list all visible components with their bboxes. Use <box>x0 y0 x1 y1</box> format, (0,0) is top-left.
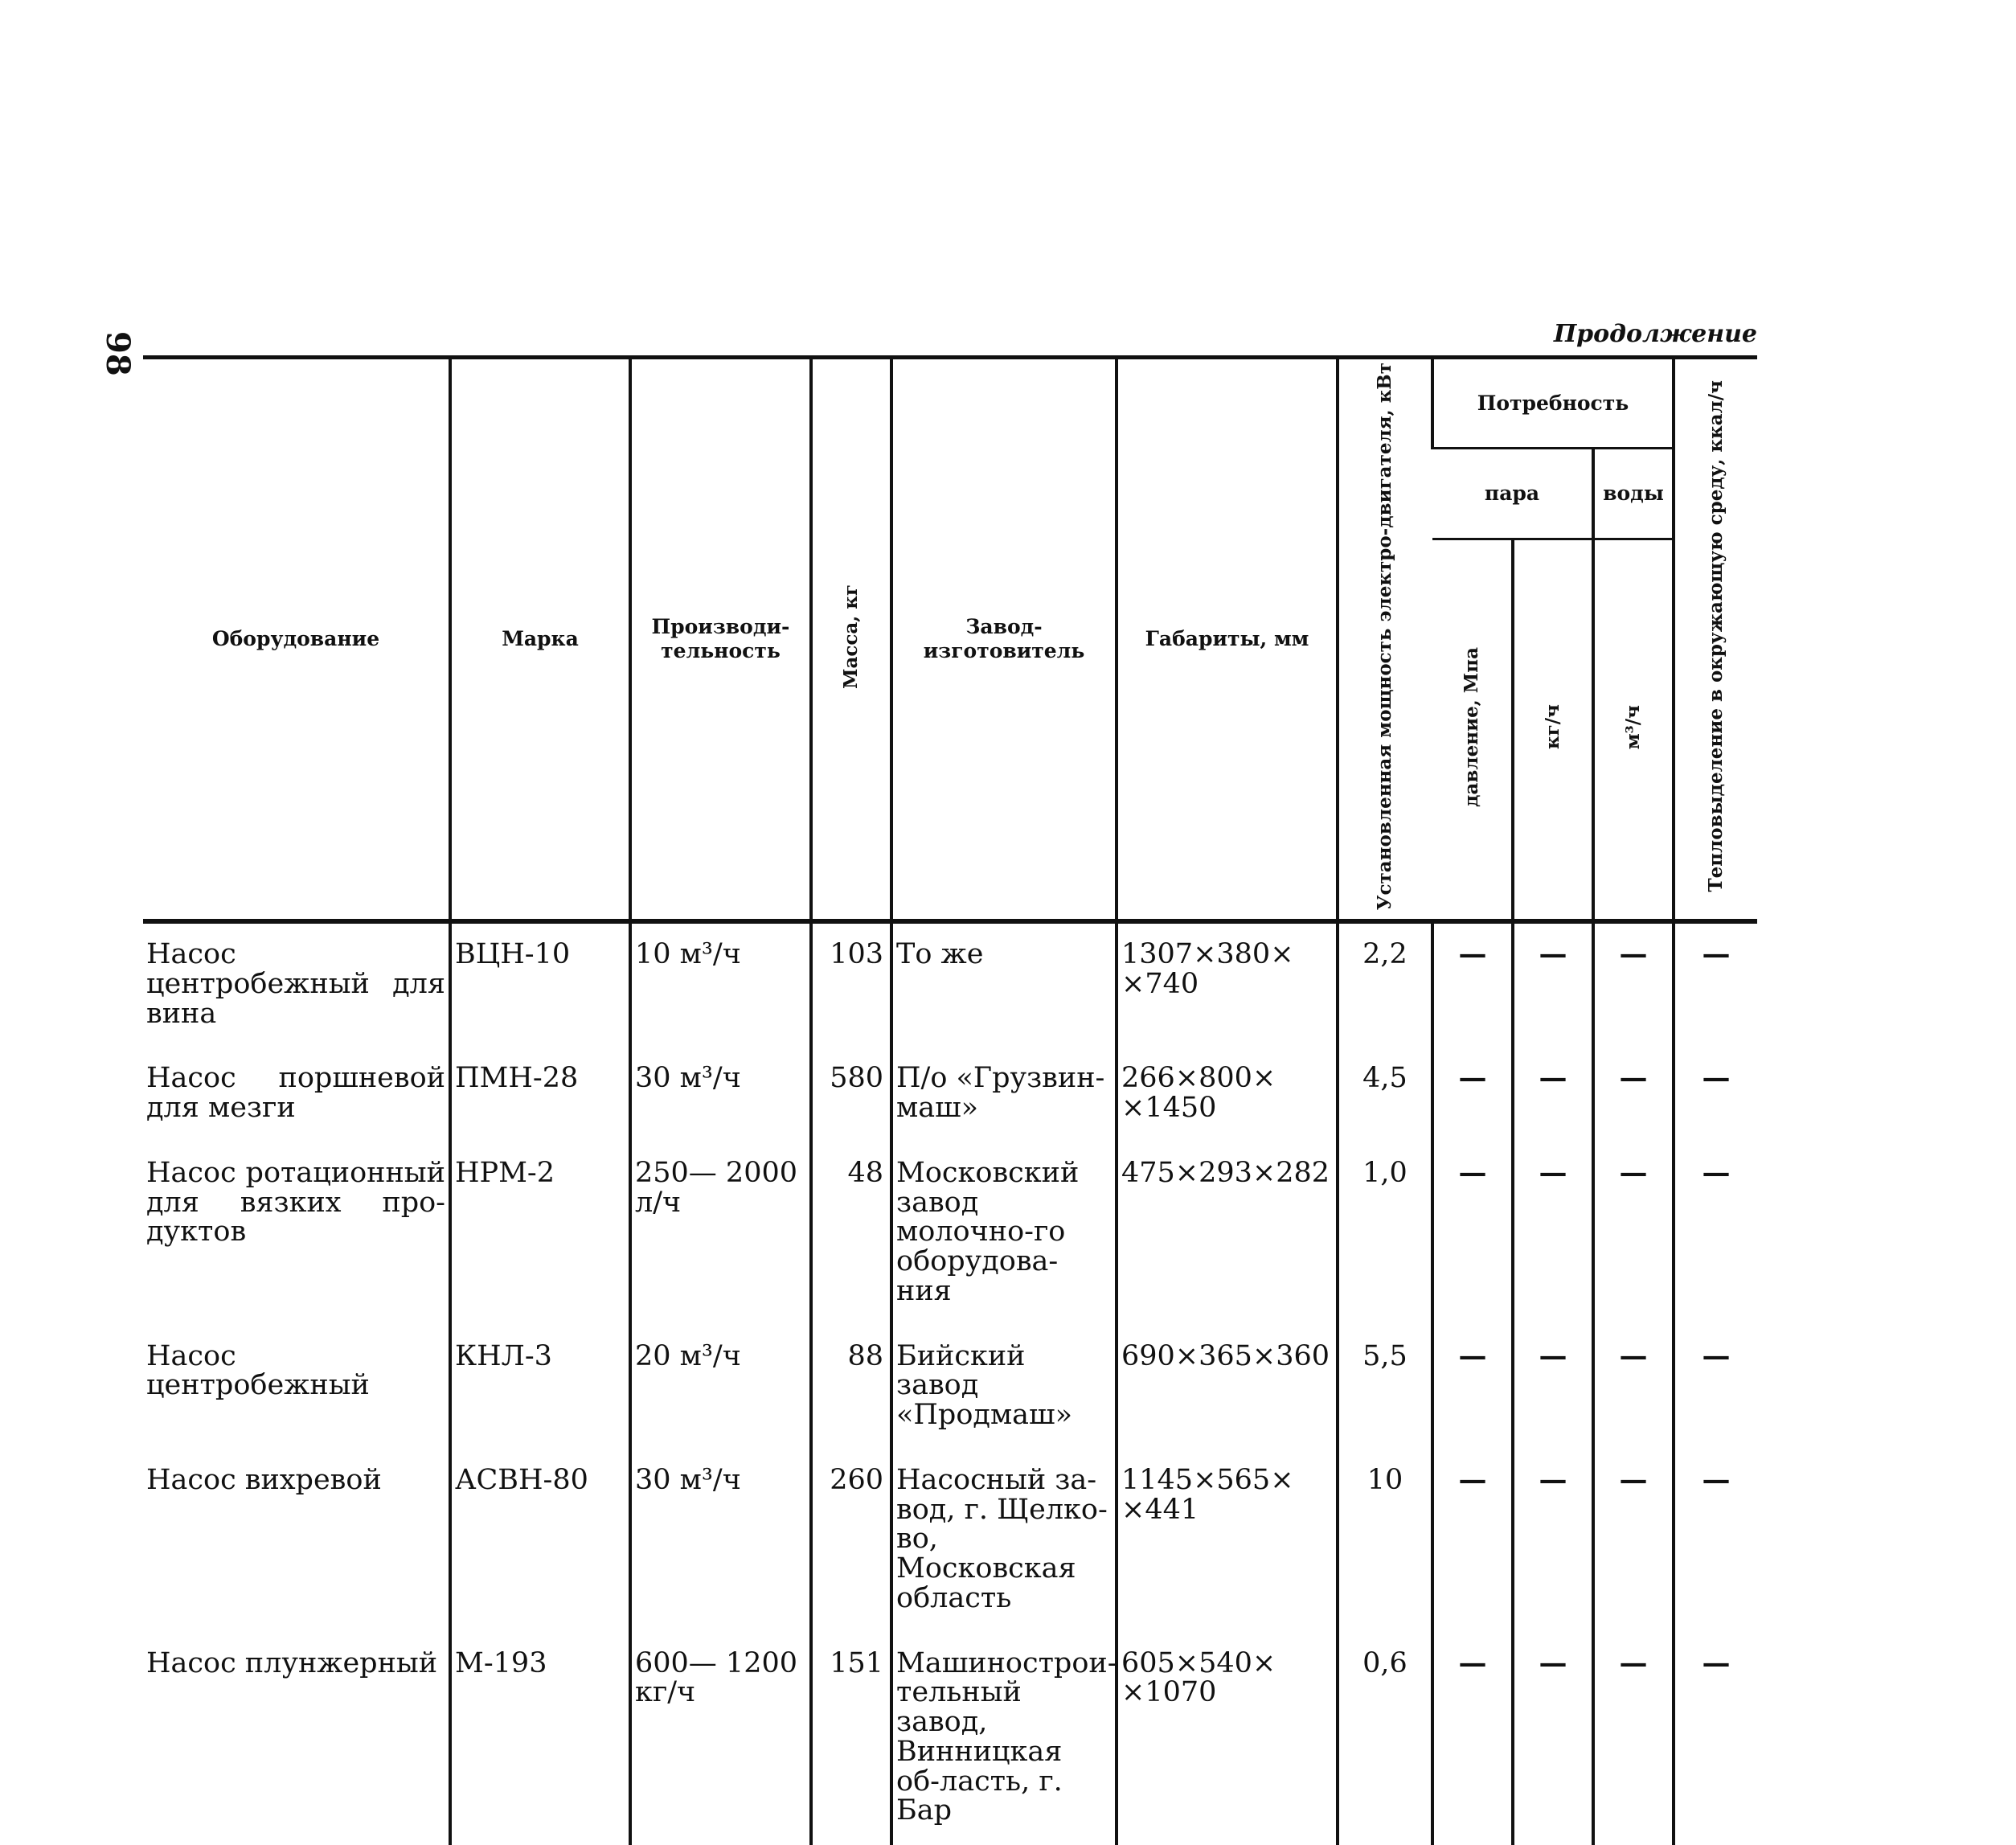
cell-heat: — <box>1674 921 1757 1048</box>
header-pressure <box>1432 539 1513 921</box>
cell-manufacturer: Московский завод молочно-го оборудова-ния <box>891 1142 1117 1326</box>
cell-brand: КНЛ-3 <box>450 1326 630 1449</box>
cell-brand: АСВН-80 <box>450 1449 630 1633</box>
header-power-text: Установленная мощность электро-двигателя, кВт <box>1374 363 1396 911</box>
cell-pressure: — <box>1432 1449 1513 1633</box>
table-row <box>143 1142 1757 1326</box>
header-brand: Марка <box>450 358 630 922</box>
cell-heat: — <box>1674 1633 1757 1845</box>
cell-mass: 88 <box>811 1326 891 1449</box>
table-row <box>143 1633 1757 1845</box>
header-heat <box>1674 358 1757 922</box>
cell-capacity: 10 м³/ч <box>630 921 811 1048</box>
header-steam-rate <box>1513 539 1593 921</box>
cell-power: 2,2 <box>1338 921 1432 1048</box>
cell-power: 4,5 <box>1338 1048 1432 1142</box>
continuation-label: Продолжение <box>1553 320 1757 348</box>
header-power <box>1338 358 1432 922</box>
cell-dimensions: 1307×380× ×740 <box>1117 921 1338 1048</box>
cell-capacity: 20 м³/ч <box>630 1326 811 1449</box>
cell-brand: М-193 <box>450 1633 630 1845</box>
cell-equipment: Насос плунжерный <box>146 1646 438 1679</box>
cell-power: 0,6 <box>1338 1633 1432 1845</box>
cell-capacity: 30 м³/ч <box>630 1048 811 1142</box>
cell-steam-rate: — <box>1513 1142 1593 1326</box>
header-mass-text: Масса, кг <box>840 584 863 689</box>
cell-manufacturer: Машинострои-тельный завод, Винницкая об-ласть, г. Бар <box>891 1633 1117 1845</box>
cell-mass: 48 <box>811 1142 891 1326</box>
cell-mass: 260 <box>811 1449 891 1633</box>
cell-water-rate: — <box>1593 1326 1674 1449</box>
page-number: 98 <box>99 331 137 376</box>
header-steam-rate-text: кг/ч <box>1542 704 1564 750</box>
cell-dimensions: 690×365×360 <box>1117 1326 1338 1449</box>
cell-water-rate: — <box>1593 1142 1674 1326</box>
cell-dimensions: 1145×565× ×441 <box>1117 1449 1338 1633</box>
cell-steam-rate: — <box>1513 1326 1593 1449</box>
header-pressure-text: давление, Мпа <box>1461 646 1483 807</box>
header-demand: Потребность <box>1432 358 1674 449</box>
header-water-rate-text: м³/ч <box>1622 704 1645 749</box>
cell-manufacturer: Насосный за-вод, г. Щелко-во, Московская область <box>891 1449 1117 1633</box>
cell-equipment: Насос центробежный <box>146 1339 370 1402</box>
cell-power: 10 <box>1338 1449 1432 1633</box>
cell-water-rate: — <box>1593 921 1674 1048</box>
table-row <box>143 1326 1757 1449</box>
cell-equipment: Насос вихревой <box>146 1463 382 1496</box>
cell-steam-rate: — <box>1513 921 1593 1048</box>
cell-manufacturer: Бийский завод «Продмаш» <box>891 1326 1117 1449</box>
cell-equipment: Насос центробежный для вина <box>146 938 445 1030</box>
cell-pressure: — <box>1432 921 1513 1048</box>
cell-water-rate: — <box>1593 1449 1674 1633</box>
cell-pressure: — <box>1432 1326 1513 1449</box>
cell-mass: 151 <box>811 1633 891 1845</box>
cell-mass: 580 <box>811 1048 891 1142</box>
cell-manufacturer: П/о «Грузвин-маш» <box>891 1048 1117 1142</box>
header-mass <box>811 358 891 922</box>
cell-dimensions: 266×800× ×1450 <box>1117 1048 1338 1142</box>
table-row <box>143 1048 1757 1142</box>
header-heat-text: Тепловыделение в окружающую среду, ккал/ч <box>1705 380 1727 892</box>
cell-heat: — <box>1674 1142 1757 1326</box>
cell-capacity: 600— 1200 кг/ч <box>630 1633 811 1845</box>
cell-equipment: Насос ротационный для вязких про-дуктов <box>146 1156 445 1248</box>
cell-capacity: 250— 2000 л/ч <box>630 1142 811 1326</box>
header-water: воды <box>1593 449 1674 539</box>
equipment-table <box>143 355 1757 1845</box>
cell-pressure: — <box>1432 1633 1513 1845</box>
header-dimensions: Габариты, мм <box>1117 358 1338 922</box>
cell-power: 5,5 <box>1338 1326 1432 1449</box>
header-steam: пара <box>1432 449 1593 539</box>
cell-brand: ПМН-28 <box>450 1048 630 1142</box>
table-row <box>143 921 1757 1048</box>
cell-power: 1,0 <box>1338 1142 1432 1326</box>
cell-capacity: 30 м³/ч <box>630 1449 811 1633</box>
cell-pressure: — <box>1432 1142 1513 1326</box>
equipment-table-container <box>143 355 1757 1845</box>
cell-heat: — <box>1674 1449 1757 1633</box>
cell-steam-rate: — <box>1513 1633 1593 1845</box>
cell-manufacturer: То же <box>891 921 1117 1048</box>
cell-mass: 103 <box>811 921 891 1048</box>
cell-dimensions: 475×293×282 <box>1117 1142 1338 1326</box>
table-row <box>143 1449 1757 1633</box>
cell-water-rate: — <box>1593 1048 1674 1142</box>
header-capacity: Производи-тельность <box>630 358 811 922</box>
cell-steam-rate: — <box>1513 1048 1593 1142</box>
cell-heat: — <box>1674 1326 1757 1449</box>
cell-brand: НРМ-2 <box>450 1142 630 1326</box>
cell-brand: ВЦН-10 <box>450 921 630 1048</box>
cell-water-rate: — <box>1593 1633 1674 1845</box>
cell-steam-rate: — <box>1513 1449 1593 1633</box>
cell-dimensions: 605×540× ×1070 <box>1117 1633 1338 1845</box>
header-manufacturer: Завод-изготовитель <box>891 358 1117 922</box>
cell-pressure: — <box>1432 1048 1513 1142</box>
header-equipment: Оборудование <box>143 358 450 922</box>
header-water-rate <box>1593 539 1674 921</box>
cell-heat: — <box>1674 1048 1757 1142</box>
cell-equipment: Насос поршневой для мезги <box>146 1062 445 1125</box>
